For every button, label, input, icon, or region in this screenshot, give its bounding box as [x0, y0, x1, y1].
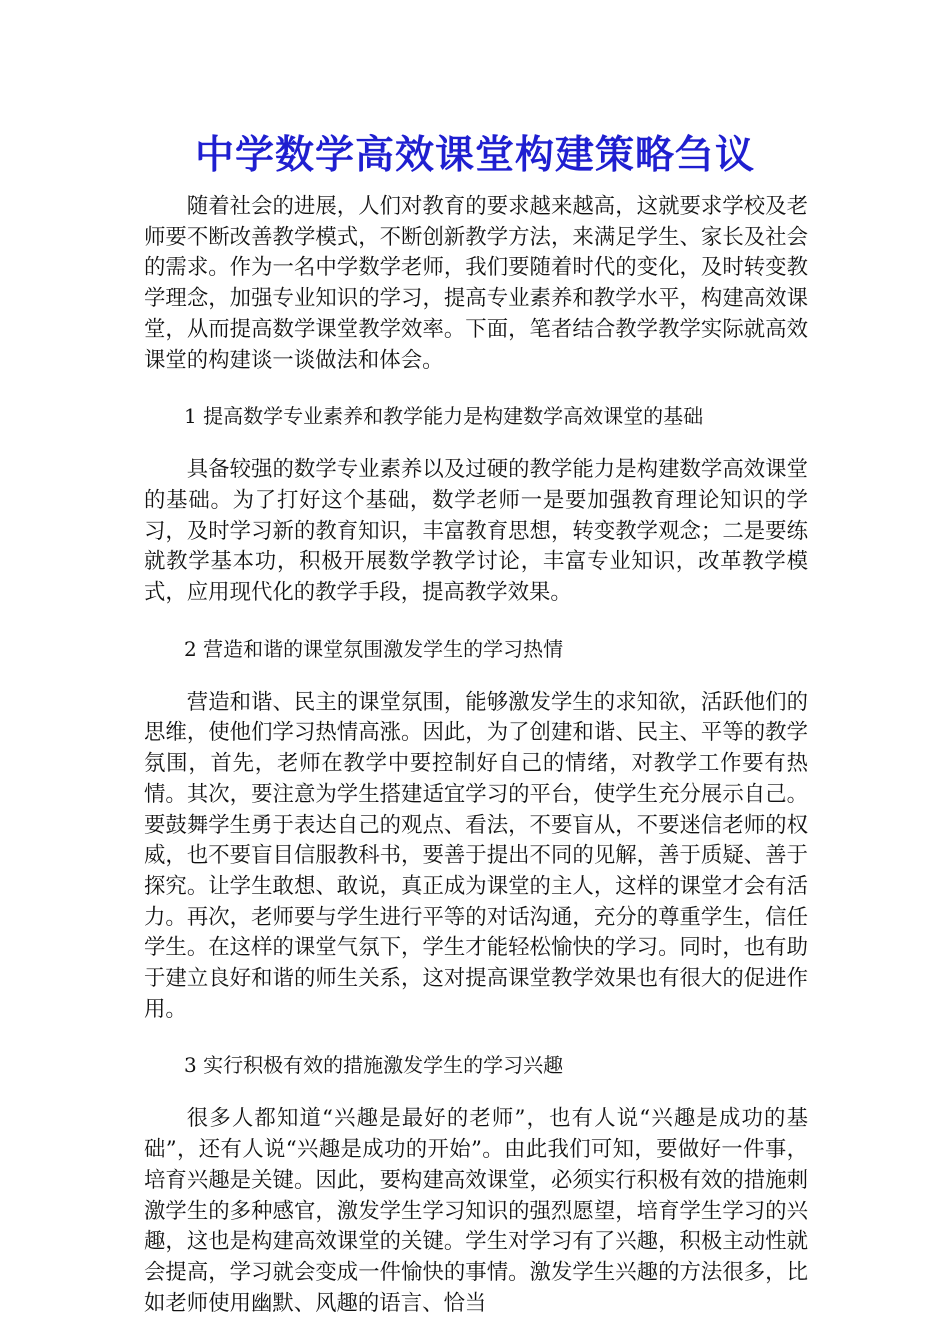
section-heading-1: 1 提高数学专业素养和教学能力是构建数学高效课堂的基础 — [184, 404, 704, 429]
paragraph-section-1: 具备较强的数学专业素养以及过硬的教学能力是构建数学高效课堂的基础。为了打好这个基础，数学老师一是要加强教育理论知识的学习，及时学习新的教育知识，丰富教育思想，转变教学观念；二是要练就教学基本功，积极开展数学教学讨论，丰富专业知识，改革教学模式，应用现代化的教学手段，提高教学效果。 — [144, 457, 808, 606]
section-heading-2: 2 营造和谐的课堂氛围激发学生的学习热情 — [184, 636, 564, 661]
section-heading-3: 3 实行积极有效的措施激发学生的学习兴趣 — [184, 1053, 564, 1078]
paragraph-intro: 随着社会的进展，人们对教育的要求越来越高，这就要求学校及老师要不断改善教学模式，不断创新教学方法，来满足学生、家长及社会的需求。作为一名中学数学老师，我们要随着时代的变化，及时转变教学理念，加强专业知识的学习，提高专业素养和教学水平，构建高效课堂，从而提高数学课堂教学效率。下面，笔者结合教学教学实际就高效课堂的构建谈一谈做法和体会。 — [144, 194, 808, 373]
paragraph-section-3: 很多人都知道“兴趣是最好的老师”，也有人说“兴趣是成功的基础”，还有人说“兴趣是成功的开始”。由此我们可知，要做好一件事，培育兴趣是关键。因此，要构建高效课堂，必须实行积极有效的措施刺激学生的多种感官，激发学生学习知识的强烈愿望，培育学生学习的兴趣，这也是构建高效课堂的关键。学生对学习有了兴趣，积极主动性就会提高，学习就会变成一件愉快的事情。激发学生兴趣的方法很多，比如老师使用幽默、风趣的语言、恰当 — [144, 1106, 808, 1316]
paragraph-section-2: 营造和谐、民主的课堂氛围，能够激发学生的求知欲，活跃他们的思维，使他们学习热情高涨。因此，为了创建和谐、民主、平等的教学氛围，首先，老师在教学中要控制好自己的情绪，对教学工作要有热情。其次，要注意为学生搭建适宜学习的平台，使学生充分展示自己。要鼓舞学生勇于表达自己的观点、看法，不要盲从，不要迷信老师的权威，也不要盲目信服教科书，要善于提出不同的见解，善于质疑、善于探究。让学生敢想、敢说，真正成为课堂的主人，这样的课堂才会有活力。再次，老师要与学生进行平等的对话沟通，充分的尊重学生，信任学生。在这样的课堂气氛下，学生才能轻松愉快的学习。同时，也有助于建立良好和谐的师生关系，这对提高课堂教学效果也有很大的促进作用。 — [144, 689, 808, 1022]
document-body — [144, 192, 808, 1344]
document-title: 中学数学高效课堂构建策略刍议 — [194, 133, 755, 178]
